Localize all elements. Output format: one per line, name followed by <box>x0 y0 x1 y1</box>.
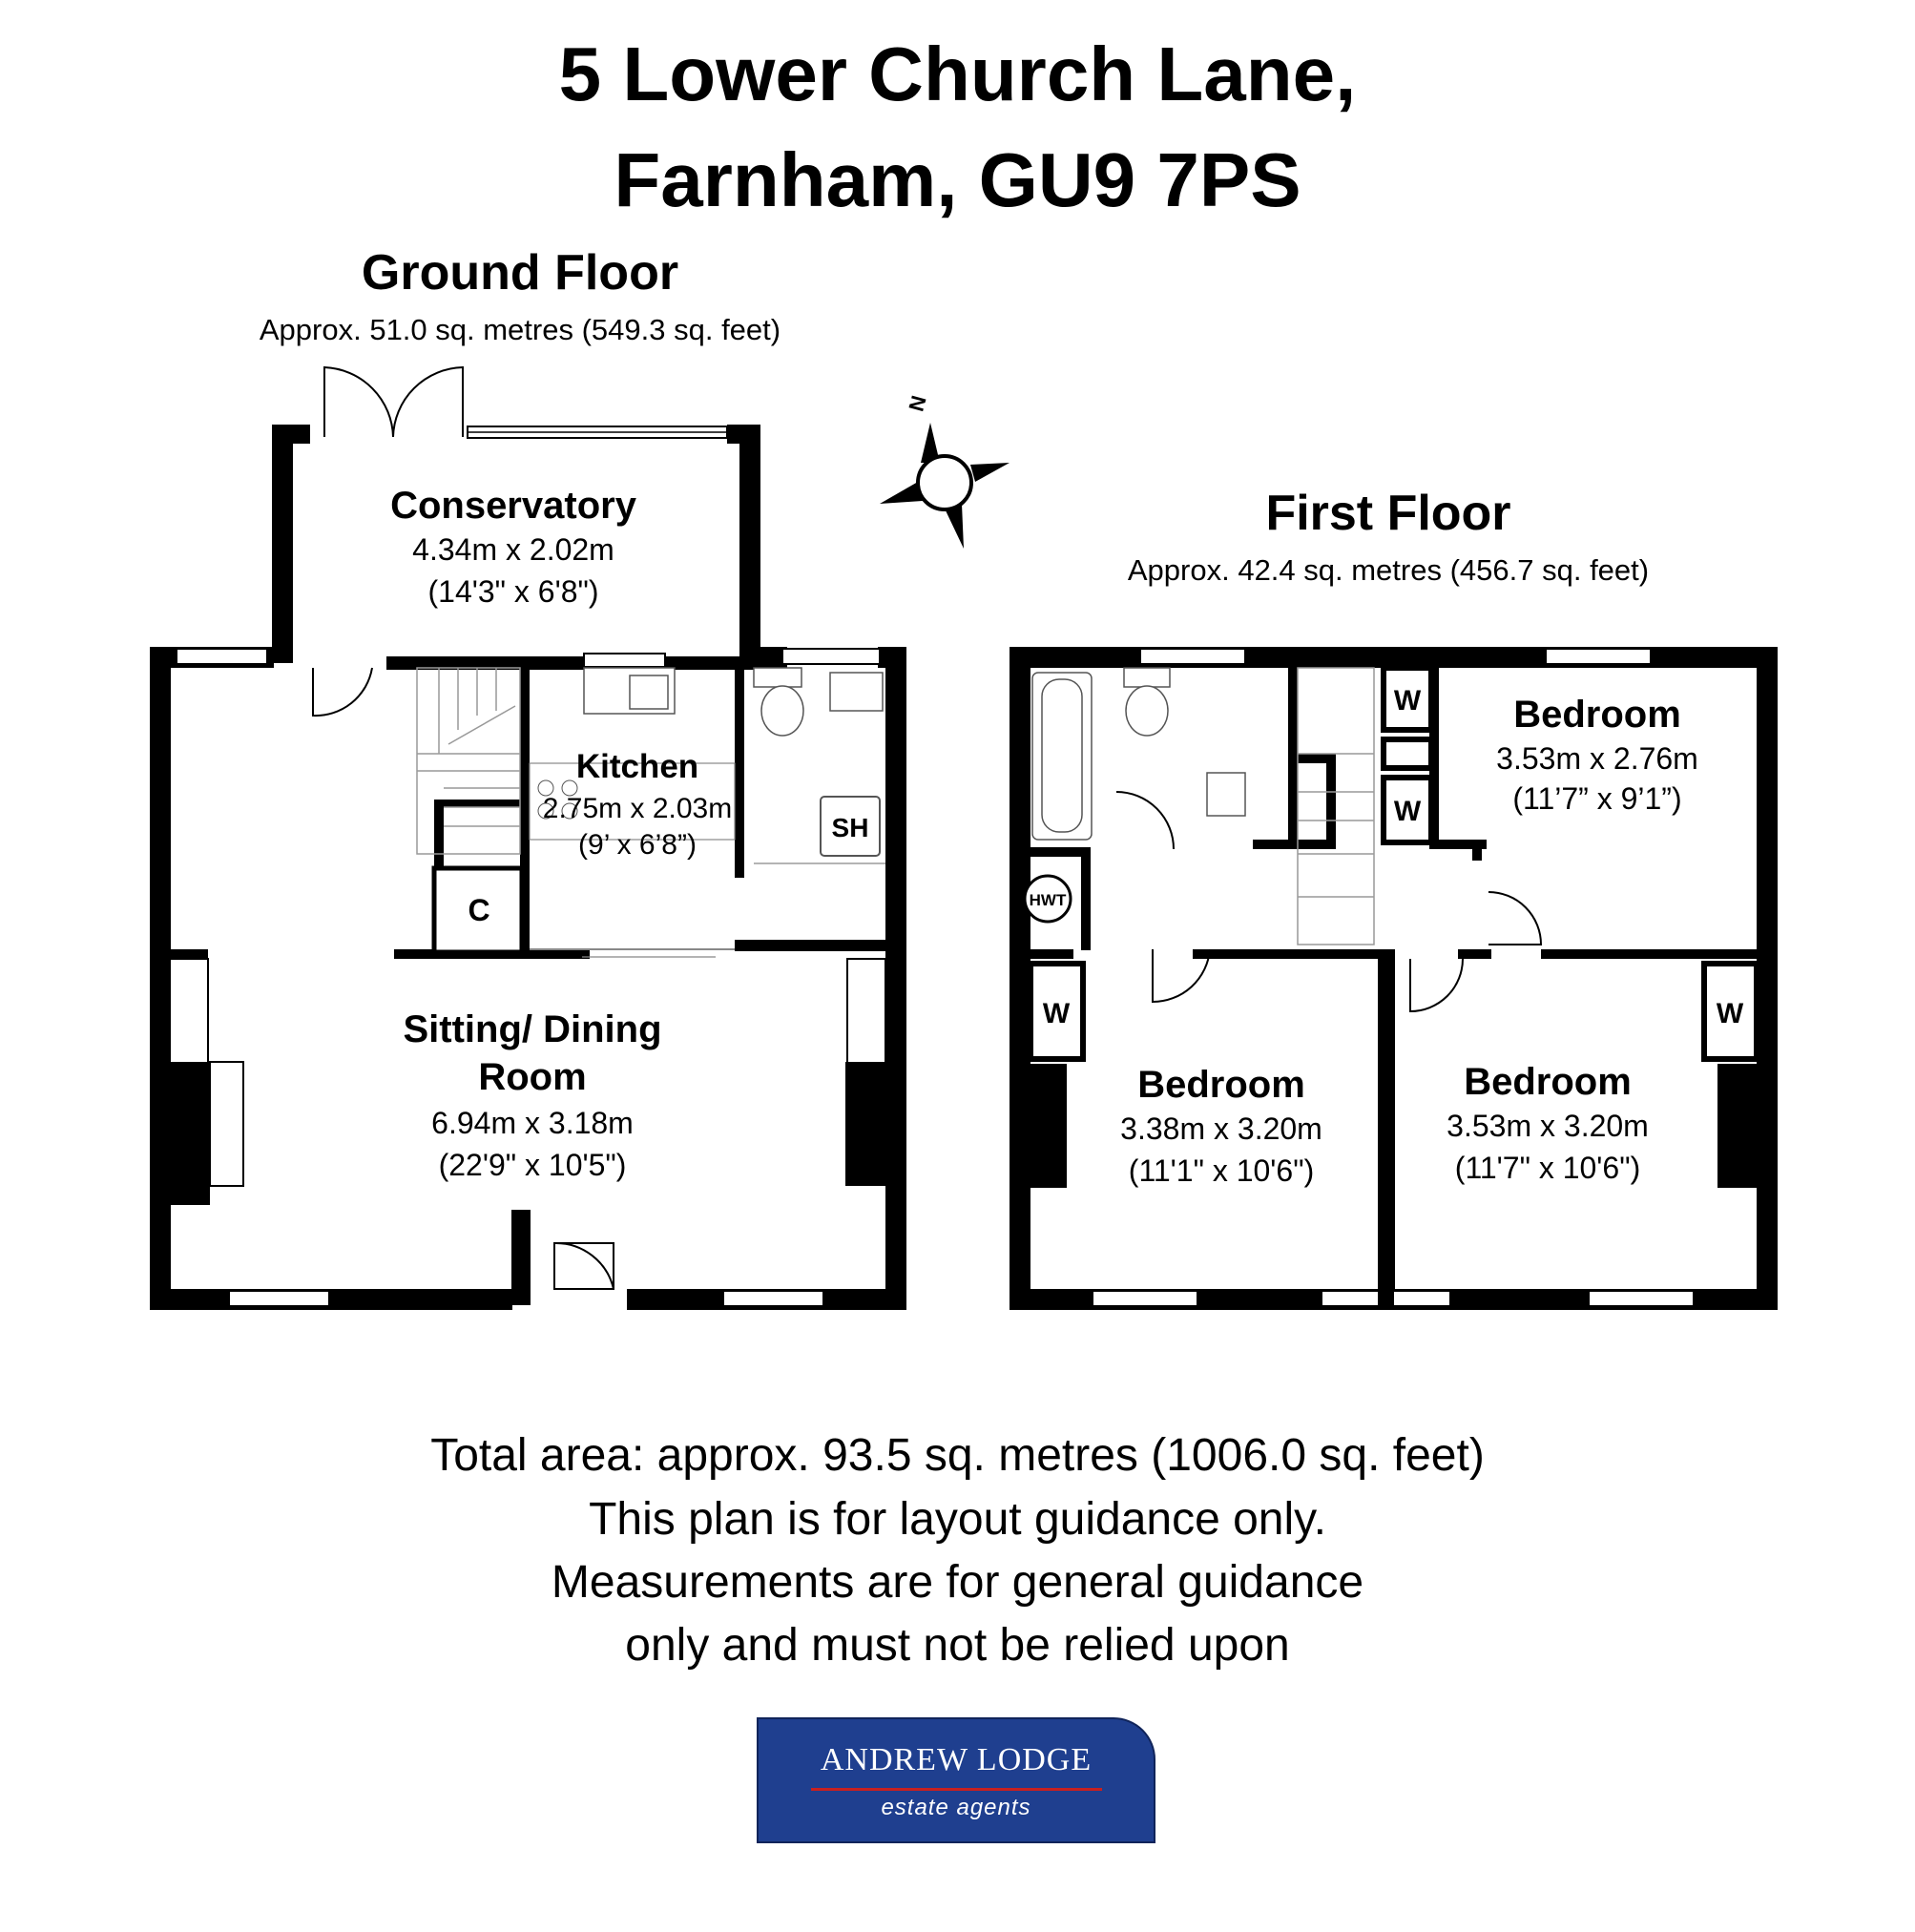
sitting-dining-label: Sitting/ Dining <box>403 1008 662 1050</box>
logo-tagline: estate agents <box>881 1795 1031 1820</box>
logo-name: ANDREW LODGE <box>820 1742 1093 1777</box>
sitting-dining-size-metric: 6.94m x 3.18m <box>431 1106 634 1140</box>
sitting-dining-size-imperial: (22'9" x 10'5") <box>438 1148 627 1182</box>
hot-water-tank-mark: HWT <box>1029 891 1067 909</box>
sitting-dining-label-line2: Room <box>478 1056 587 1098</box>
property-address-line-2: Farnham, GU9 7PS <box>614 137 1301 222</box>
bedroom-2-label: Bedroom <box>1137 1064 1305 1106</box>
bedroom-3-label: Bedroom <box>1464 1061 1632 1103</box>
bedroom-2-size-imperial: (11'1" x 10'6") <box>1128 1153 1315 1188</box>
wardrobe-mark: W <box>1716 998 1744 1029</box>
bedroom-1-size-imperial: (11’7” x 9’1”) <box>1512 781 1682 816</box>
wardrobe-mark: W <box>1393 685 1422 717</box>
property-address-line-1: 5 Lower Church Lane, <box>558 31 1357 116</box>
kitchen-size-metric: 2.75m x 2.03m <box>542 793 733 824</box>
ground-floor-title: Ground Floor <box>361 245 679 301</box>
bedroom-3-size-imperial: (11'7" x 10'6") <box>1454 1151 1641 1185</box>
kitchen-size-imperial: (9’ x 6’8”) <box>578 829 697 861</box>
disclaimer-line-3: only and must not be relied upon <box>625 1620 1290 1671</box>
andrew-lodge-logo <box>757 1717 1155 1843</box>
shower-mark: SH <box>831 813 869 842</box>
wardrobe-mark: W <box>1393 796 1422 827</box>
bedroom-1-size-metric: 3.53m x 2.76m <box>1496 741 1698 776</box>
disclaimer-line-1: This plan is for layout guidance only. <box>589 1494 1326 1545</box>
kitchen-label: Kitchen <box>575 748 699 785</box>
conservatory-label: Conservatory <box>390 485 636 527</box>
bedroom-3-size-metric: 3.53m x 3.20m <box>1447 1109 1649 1143</box>
cupboard-mark: C <box>468 893 490 927</box>
total-area: Total area: approx. 93.5 sq. metres (1006.0 sq. feet) <box>430 1430 1485 1481</box>
compass-icon <box>880 393 1010 549</box>
bedroom-2-size-metric: 3.38m x 3.20m <box>1120 1111 1322 1146</box>
disclaimer-line-2: Measurements are for general guidance <box>551 1557 1364 1608</box>
ground-floor-area: Approx. 51.0 sq. metres (549.3 sq. feet) <box>259 313 781 346</box>
logo-rule <box>811 1788 1102 1791</box>
first-floor-area: Approx. 42.4 sq. metres (456.7 sq. feet) <box>1127 553 1650 587</box>
conservatory-size-metric: 4.34m x 2.02m <box>412 532 614 567</box>
wardrobe-mark: W <box>1042 998 1071 1029</box>
conservatory-size-imperial: (14'3" x 6'8") <box>427 574 599 609</box>
compass-north-label: N <box>904 392 931 414</box>
bedroom-1-label: Bedroom <box>1513 694 1681 736</box>
first-floor-title: First Floor <box>1265 486 1511 541</box>
